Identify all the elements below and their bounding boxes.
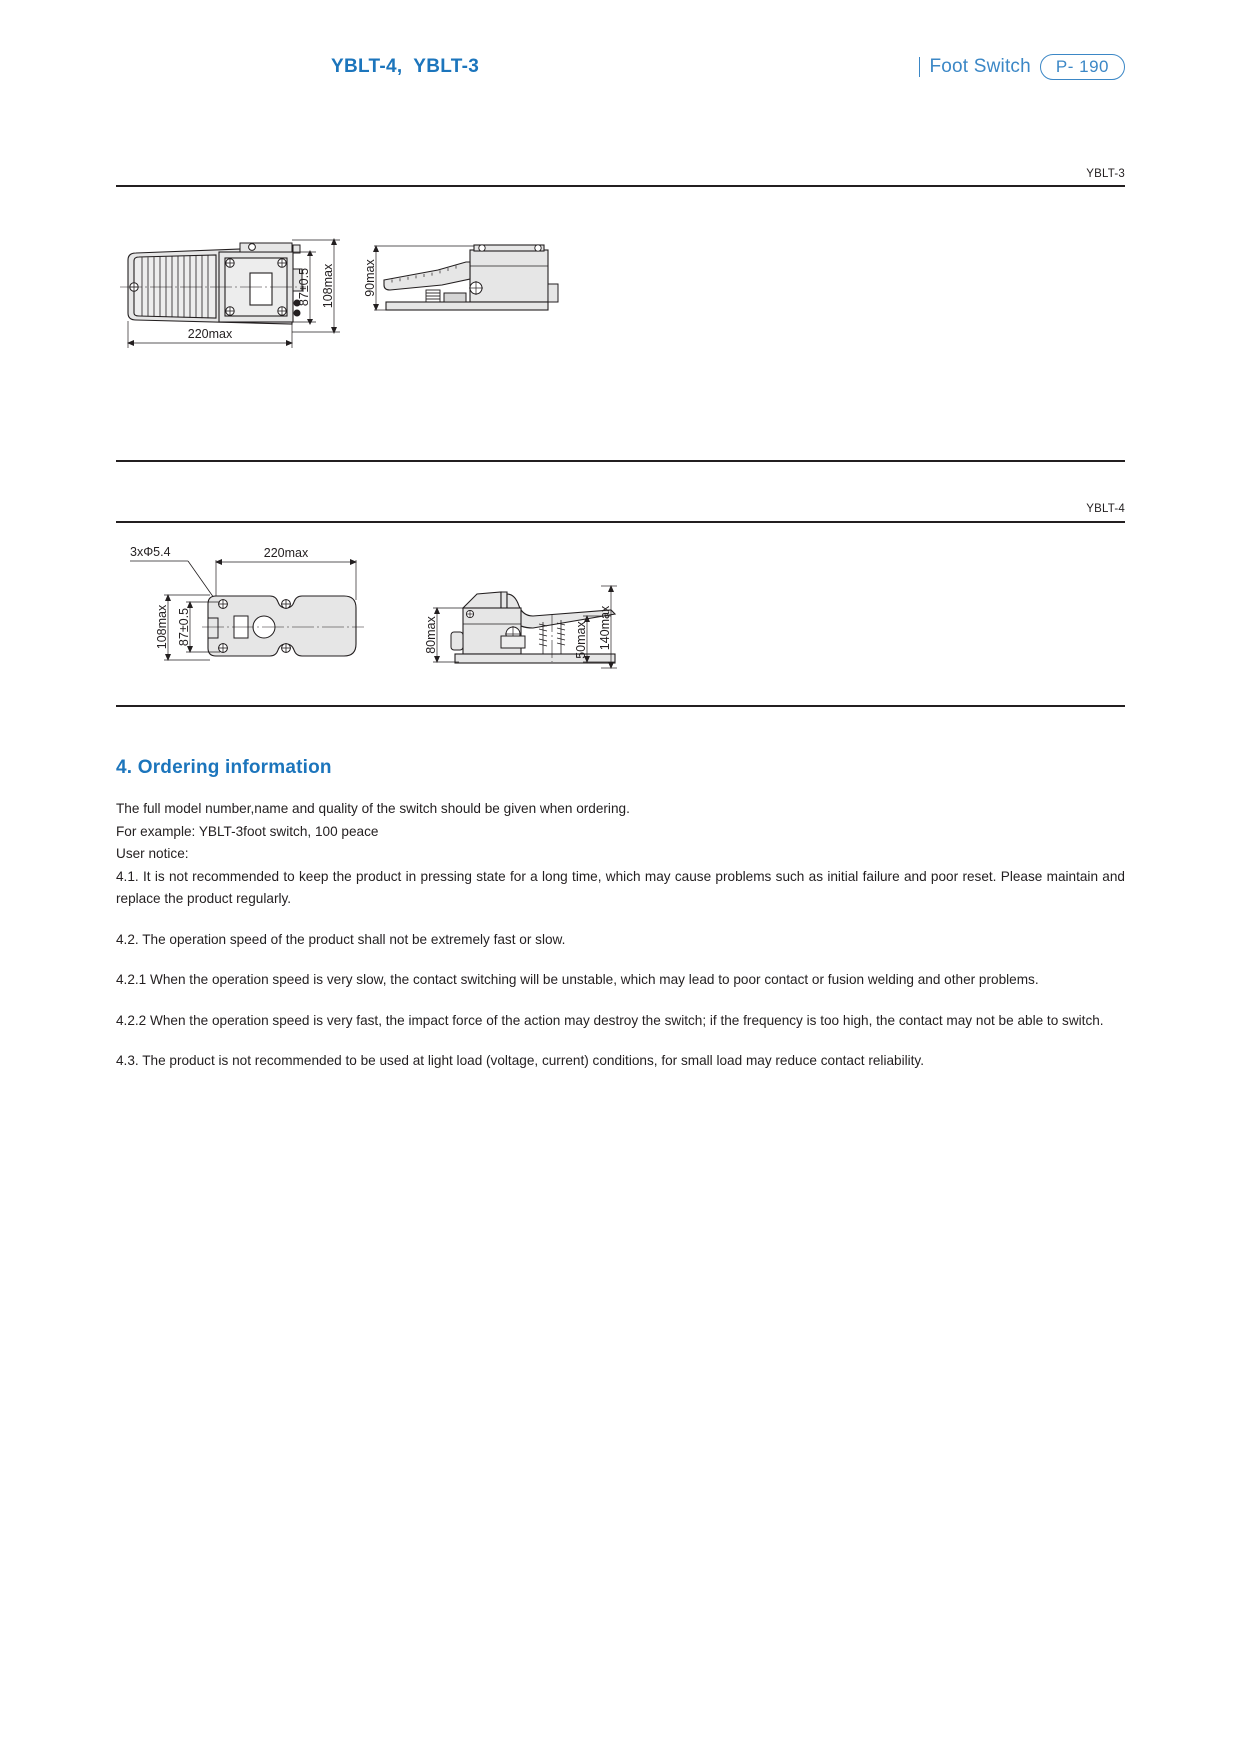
model-tag-yblt4: YBLT-4 [1086, 503, 1125, 515]
drawing-yblt3-top-view [120, 225, 370, 355]
page-header [116, 50, 1125, 84]
ordering-para-4-3: 4.3. The product is not recommended to be used at light load (voltage, current) conditions, for small load may reduce contact reliability. [116, 1053, 924, 1068]
drawing-yblt4-top-view [130, 540, 380, 685]
dim-140max: 140max [598, 605, 612, 651]
dim-220max-yblt4: 220max [263, 546, 309, 560]
page-title: YBLT-4, YBLT-3 [331, 56, 480, 77]
section-rule-top-yblt4 [116, 521, 1125, 523]
vertical-bar-icon [919, 57, 920, 77]
dim-108max-yblt4: 108max [155, 604, 169, 650]
dim-90max: 90max [363, 259, 377, 297]
model-tag-yblt3: YBLT-3 [1086, 168, 1125, 180]
ordering-line-2: For example: YBLT-3foot switch, 100 peace [116, 823, 379, 839]
dim-220max: 220max [187, 327, 233, 341]
ordering-para-4-2: 4.2. The operation speed of the product shall not be extremely fast or slow. [116, 931, 566, 947]
dim-80max: 80max [424, 616, 438, 654]
drawing-yblt3-side-view [363, 232, 570, 327]
ordering-body [116, 798, 1125, 1073]
dim-108max: 108max [321, 263, 335, 309]
dim-50max: 50max [574, 621, 588, 659]
ordering-para-4-2-2: 4.2.2 When the operation speed is very fast, the impact force of the action may destroy the switch; if the frequency is too high, the contact may not be able to switch. [116, 1012, 1104, 1028]
page-number-badge: P- 190 [1040, 54, 1125, 81]
dim-87-05: 87±0.5 [297, 267, 311, 307]
drawing-yblt4-side-view [415, 550, 630, 675]
category-label: Foot Switch [929, 56, 1031, 77]
ordering-para-4-2-1: 4.2.1 When the operation speed is very slow, the contact switching will be unstable, which may lead to poor contact or fusion welding and other problems. [116, 972, 1039, 987]
section-heading-ordering: 4. Ordering information [116, 757, 332, 778]
ordering-line-1: The full model number,name and quality of the switch should be given when ordering. [116, 801, 630, 816]
callout-3x-phi-5-4: 3xΦ5.4 [130, 545, 171, 559]
section-rule-bottom-yblt4 [116, 705, 1125, 707]
section-rule-bottom-yblt3 [116, 460, 1125, 462]
ordering-line-3: User notice: [116, 846, 189, 861]
section-rule-top-yblt3 [116, 185, 1125, 187]
header-right-group [919, 54, 1125, 81]
ordering-para-4-1: 4.1. It is not recommended to keep the product in pressing state for a long time, which may cause problems such as initial failure and poor reset. Please maintain and replace the product regularly. [116, 868, 1125, 906]
dim-87-05-yblt4: 87±0.5 [177, 607, 191, 647]
